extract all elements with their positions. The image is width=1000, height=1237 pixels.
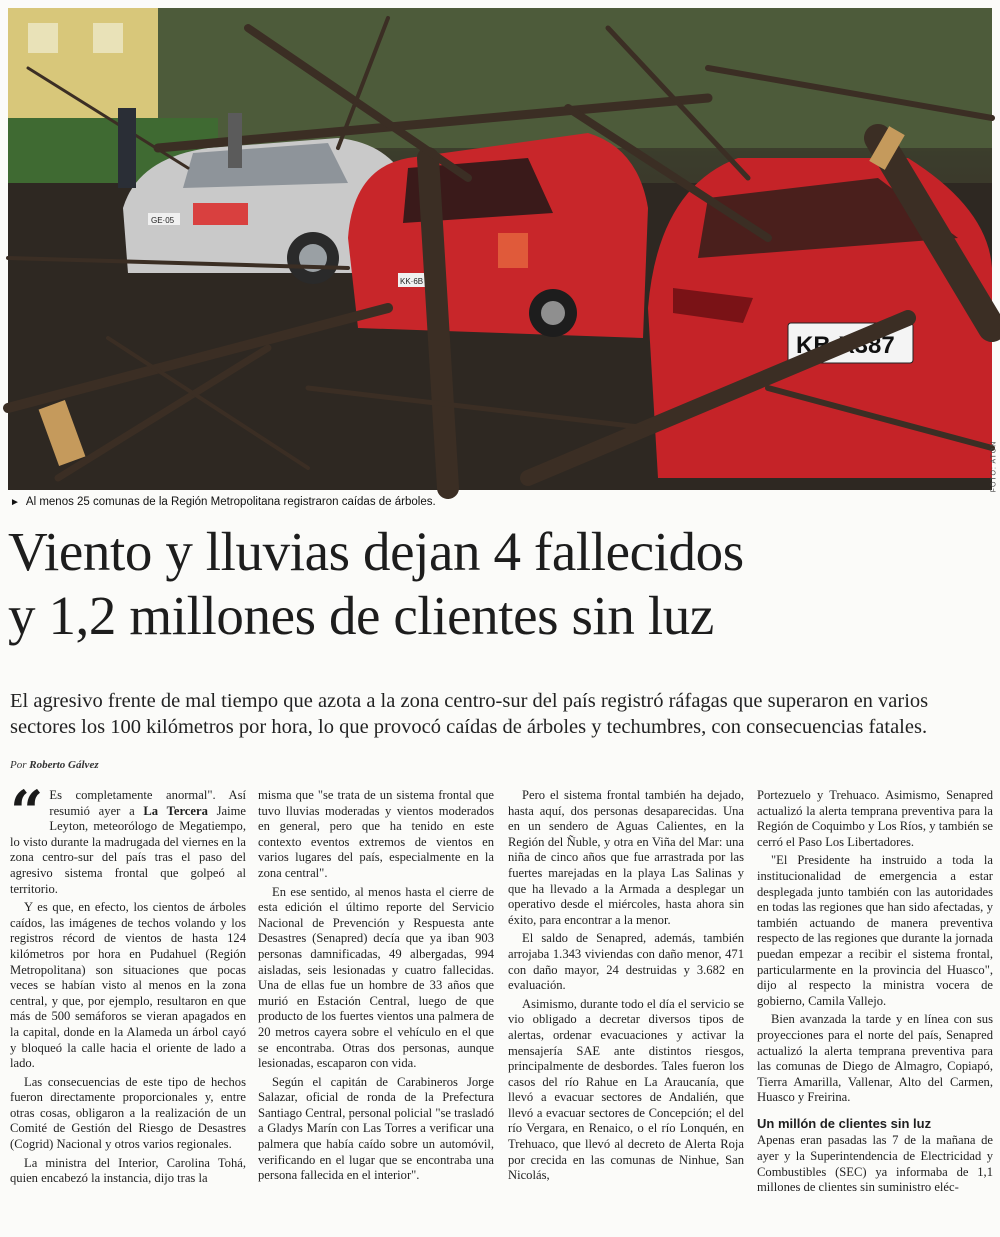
paragraph: Y es que, en efecto, los cientos de árboles caídos, las imágenes de techos volando y los registros récord de vientos de hasta 124 kilómetros por hora en Pudahuel (Región Metropolitana) son situaciones que pocas veces se habían visto al menos en la zona central, y que, por ejemplo, resultaron en que más de 500 semáforos se vieran apagados en la capital, donde en la Alameda un árbol cayó y bloqueó la calle hacia el oriente de lado a lado.: [10, 900, 246, 1071]
paragraph: [10, 778, 246, 897]
article-column-3: [508, 788, 744, 1187]
byline-author: Roberto Gálvez: [29, 759, 99, 771]
byline-prefix: Por: [10, 759, 27, 771]
news-photo: [8, 8, 998, 493]
article-column-2: [258, 788, 494, 1187]
article-column-4: [757, 788, 993, 1199]
paragraph: Las consecuencias de este tipo de hechos fueron directamente proporcionales y, entre otras cosas, obligaron a la realización de un Comité de Gestión del Riesgo de Desastres (Cogrid) Nacional y otros varios regionales.: [10, 1074, 246, 1152]
subheading: Un millón de clientes sin luz: [757, 1115, 932, 1131]
paragraph: misma que "se trata de un sistema frontal que tuvo lluvias moderadas y vientos moderados en general, pero que ha tenido en este contexto eventos extremos de vientos en varios lugares del país, especialmente en la zona central".: [258, 788, 494, 880]
lede: El agresivo frente de mal tiempo que azota a la zona centro-sur del país registró ráfagas que superaron en varios sectores los 100 kilómetros por hora, lo que provocó caídas de árboles y techumbres, con consecuencias fatales.: [10, 690, 929, 738]
paragraph: Portezuelo y Trehuaco. Asimismo, Senapred actualizó la alerta temprana preventiva para la Región de Coquimbo y Los Ríos, y también se cerró el Paso Los Libertadores.: [757, 788, 993, 849]
plate-left: GE·05: [151, 216, 175, 225]
paragraph-text: Es completamente anormal". Así resumió ayer a: [49, 788, 246, 818]
red-car-middle: [348, 133, 648, 338]
plate-middle: KK·6B: [400, 277, 424, 286]
quote-mark-icon: “: [10, 778, 44, 846]
photo-caption: [10, 496, 436, 508]
paragraph: "El Presidente ha instruido a toda la institucionalidad de emergencia a estar desplegada junto también con las autoridades en todas las regiones que han sido afectadas, y también actuando de manera preventiva respecto de las regiones que durante la jornada puedan empezar a recibir el sistema frontal, particularmente en la provincia del Huasco", dijo al respecto la ministra vocera de gobierno, Camila Vallejo.: [757, 853, 993, 1008]
paragraph: Asimismo, durante todo el día el servicio se vio obligado a decretar diversos tipos de alertas, ordenar evacuaciones y activar la mensajería SAE ante distintos riesgos, principalmente de desbordes. Tales fueron los casos del río Rahue en La Araucanía, que llevó a evacuar sectores de Andalién, que llevó a evacuar sectores de Concepción; el del río Vergara, en Renaico, o el río Lonquén, en Trehuaco, que llevó al decreto de Alerta Roja por crecida en las comunas de Ninhue, San Nicolás,: [508, 996, 744, 1183]
caption-text: Al menos 25 comunas de la Región Metropolitana registraron caídas de árboles.: [25, 496, 436, 508]
plate-right: KB·X387: [796, 332, 895, 359]
headline: [8, 520, 998, 648]
photo-credit: FOTO: ATON: [990, 440, 998, 493]
red-car-right: [648, 158, 992, 478]
headline-line-1: Viento y lluvias dejan 4 fallecidos: [8, 521, 744, 582]
paragraph: Según el capitán de Carabineros Jorge Salazar, oficial de ronda de la Prefectura Santiago Central, personal policial "se trasladó a Gladys Marín con Las Torres a verificar una palmera que había caído sobre un automóvil, verificando en el lugar que se encontraba una persona fallecida en el interior".: [258, 1074, 494, 1183]
fallen-trees-on-cars-illustration: [8, 8, 992, 490]
paragraph-text: Jaime Leyton, meteorólogo de Megatiempo, lo visto durante la madrugada del viernes en la zona centro-sur del país tras el paso del agresivo sistema frontal que golpeó al territorio.: [10, 803, 246, 896]
paragraph: El saldo de Senapred, además, también arrojaba 1.343 viviendas con daño menor, 471 con daño mayor, 24 destruidas y 3.682 en evaluación.: [508, 931, 744, 993]
paragraph: Pero el sistema frontal también ha dejado, hasta aquí, dos personas desaparecidas. Una en un sendero de Aguas Calientes, en la Región del Ñuble, y otra en Viña del Mar: una niña de cinco años que fue arrastrada por las fuertes marejadas en la playa Las Salinas y que ha llevado a la Armada a desplegar un operativo desde el miércoles, hasta ahora sin éxito, para encontrar a la menor.: [508, 788, 744, 927]
byline: [10, 759, 99, 771]
headline-line-2: y 1,2 millones de clientes sin luz: [8, 585, 714, 646]
paragraph: La ministra del Interior, Carolina Tohá, quien encabezó la instancia, dijo tras la: [10, 1155, 246, 1186]
paragraph: Bien avanzada la tarde y en línea con sus proyecciones para el norte del país, Senapred actualizó la alerta temprana preventiva para las comunas de Diego de Almagro, Copiapó, Tierra Amarilla, Vallenar, Alto del Carmen, Huasco y Freirina.: [757, 1012, 993, 1105]
publication-name: La Tercera: [143, 803, 208, 818]
paragraph: Apenas eran pasadas las 7 de la mañana de ayer y la Superintendencia de Electricidad y Combustibles (SEC) ya informaba de 1,1 millones de clientes sin suministro eléc-: [757, 1133, 993, 1195]
paragraph: En ese sentido, al menos hasta el cierre de esta edición el último reporte del Servicio Nacional de Prevención y Respuesta ante Desastres (Senapred) decía que ya iban 903 personas damnificadas, 49 albergadas, 994 aisladas, seis lesionadas y cuatro fallecidas. Una de ellas fue un hombre de 33 años que murió en Estación Central, luego de que producto de los fuertes vientos una palmera de 20 metros cayera sobre el vehículo en el que se encontraba. Otras dos personas, aunque lesionadas, escaparon con vida.: [258, 884, 494, 1071]
play-arrow-icon: ►: [10, 497, 20, 508]
article-column-1: [10, 778, 246, 1190]
